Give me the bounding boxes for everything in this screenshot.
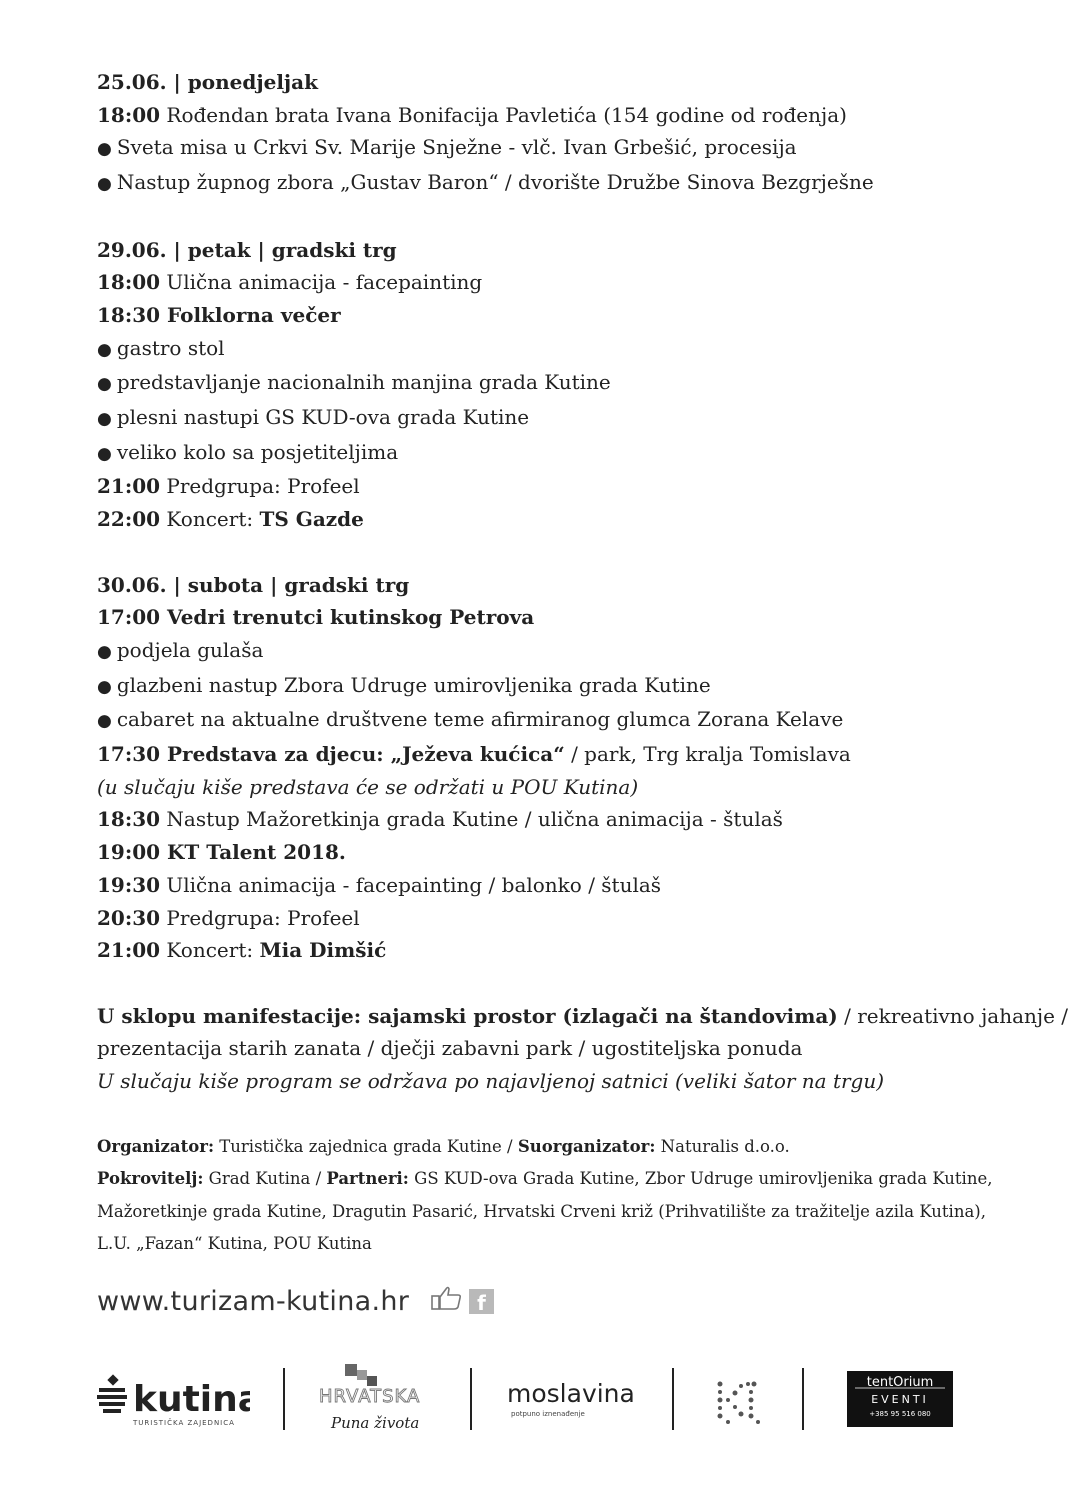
day1-event-1: 18:00 Rođendan brata Ivana Bonifacija Pavletića (154 godine od rođenja) [97, 102, 847, 127]
website-link[interactable]: www.turizam-kutina.hr [97, 1286, 410, 1317]
day2-bullet-2: ● predstavljanje nacionalnih manjina grada Kutine [97, 366, 1027, 401]
day2-bullet-1: ● gastro stol [97, 332, 1027, 367]
day2-bullet-4: ● veliko kolo sa posjetiteljima [97, 436, 1027, 471]
logo-divider [672, 1368, 674, 1430]
tentorium-logo [847, 1371, 953, 1427]
sponsor-logos [95, 1362, 965, 1442]
day3-bullet-1: ● podjela gulaša [97, 634, 1027, 669]
day2-event-2: 18:30 Folklorna večer [97, 302, 341, 327]
hrvatska-logo [317, 1362, 437, 1438]
day2-bullet-3: ● plesni nastupi GS KUD-ova grada Kutine [97, 401, 1027, 436]
day3-event-7: 21:00 Koncert: Mia Dimšić [97, 938, 387, 963]
hrvatska-logo-sub: Puna života [331, 1414, 420, 1432]
day2-event-3: 21:00 Predgrupa: Profeel [97, 474, 360, 499]
day3-event-4: 19:00 KT Talent 2018. [97, 840, 346, 865]
day3-event-2: 17:30 Predstava za djecu: „Ježeva kućica“ / park, Trg kralja Tomislava [97, 742, 851, 767]
moslavina-logo-name: moslavina [507, 1379, 635, 1408]
hrvatska-logo-name: HRVATSKA [319, 1386, 421, 1407]
thumbs-up-icon[interactable] [431, 1285, 463, 1318]
info-line-1: U sklopu manifestacije: sajamski prostor (izlagači na štandovima) / rekreativno jahanje / [97, 1003, 1069, 1028]
day1-bullet-1: ● Sveta misa u Crkvi Sv. Marije Snježne - vlč. Ivan Grbešić, procesija [97, 131, 1027, 166]
day3-bullet-3: ● cabaret na aktualne društvene teme afirmiranog glumca Zorana Kelave [97, 703, 1027, 738]
day3-bullet-2: ● glazbeni nastup Zbora Udruge umirovljenika grada Kutine [97, 669, 1027, 704]
day3-header: 30.06. | subota | gradski trg [97, 572, 410, 597]
kt-dots-logo [710, 1374, 766, 1430]
credits-line-1: Organizator: Turistička zajednica grada Kutine / Suorganizator: Naturalis d.o.o. [97, 1136, 790, 1156]
program-document [97, 66, 1069, 1261]
kutina-logo-name: kutina [133, 1379, 250, 1420]
website-row [97, 1285, 494, 1318]
day3-event-3: 18:30 Nastup Mažoretkinja grada Kutine / ulična animacija - štulaš [97, 807, 783, 832]
logo-divider [283, 1368, 285, 1430]
logo-divider [802, 1368, 804, 1430]
credits-line-4: L.U. „Fazan“ Kutina, POU Kutina [97, 1234, 372, 1254]
day2-event-1: 18:00 Ulična animacija - facepainting [97, 270, 483, 295]
logo-divider [470, 1368, 472, 1430]
day3-event-5: 19:30 Ulična animacija - facepainting / balonko / štulaš [97, 872, 662, 897]
tentorium-logo-sub: EVENTI [871, 1393, 929, 1406]
credits-line-3: Mažoretkinje grada Kutine, Dragutin Pasarić, Hrvatski Crveni križ (Prihvatilište za tražitelje azila Kutina), [97, 1201, 986, 1221]
moslavina-logo-sub: potpuno iznenađenje [511, 1410, 585, 1418]
moslavina-logo [505, 1374, 645, 1424]
tentorium-logo-phone: +385 95 516 080 [869, 1410, 931, 1418]
day2-event-4: 22:00 Koncert: TS Gazde [97, 507, 364, 532]
tentorium-logo-name: tentOrium [866, 1375, 934, 1390]
day3-event-6: 20:30 Predgrupa: Profeel [97, 905, 360, 930]
day3-event-1: 17:00 Vedri trenutci kutinskog Petrova [97, 605, 535, 630]
day2-header: 29.06. | petak | gradski trg [97, 237, 397, 262]
day3-event-2-note: (u slučaju kiše predstava će se održati u POU Kutina) [97, 774, 639, 799]
info-line-3: U slučaju kiše program se održava po najavljenoj satnici (veliki šator na trgu) [97, 1069, 885, 1094]
day1-bullet-2: ● Nastup župnog zbora „Gustav Baron“ / dvorište Družbe Sinova Bezgrješne [97, 166, 1027, 201]
info-line-2: prezentacija starih zanata / dječji zabavni park / ugostiteljska ponuda [97, 1036, 803, 1061]
day1-header: 25.06. | ponedjeljak [97, 70, 318, 94]
kutina-logo [95, 1366, 250, 1436]
kutina-logo-sub: TURISTIČKA ZAJEDNICA [133, 1419, 235, 1427]
credits-line-2: Pokrovitelj: Grad Kutina / Partneri: GS KUD-ova Grada Kutine, Zbor Udruge umirovljenika grada Kutine, [97, 1169, 993, 1189]
facebook-icon[interactable]: f [469, 1289, 494, 1314]
